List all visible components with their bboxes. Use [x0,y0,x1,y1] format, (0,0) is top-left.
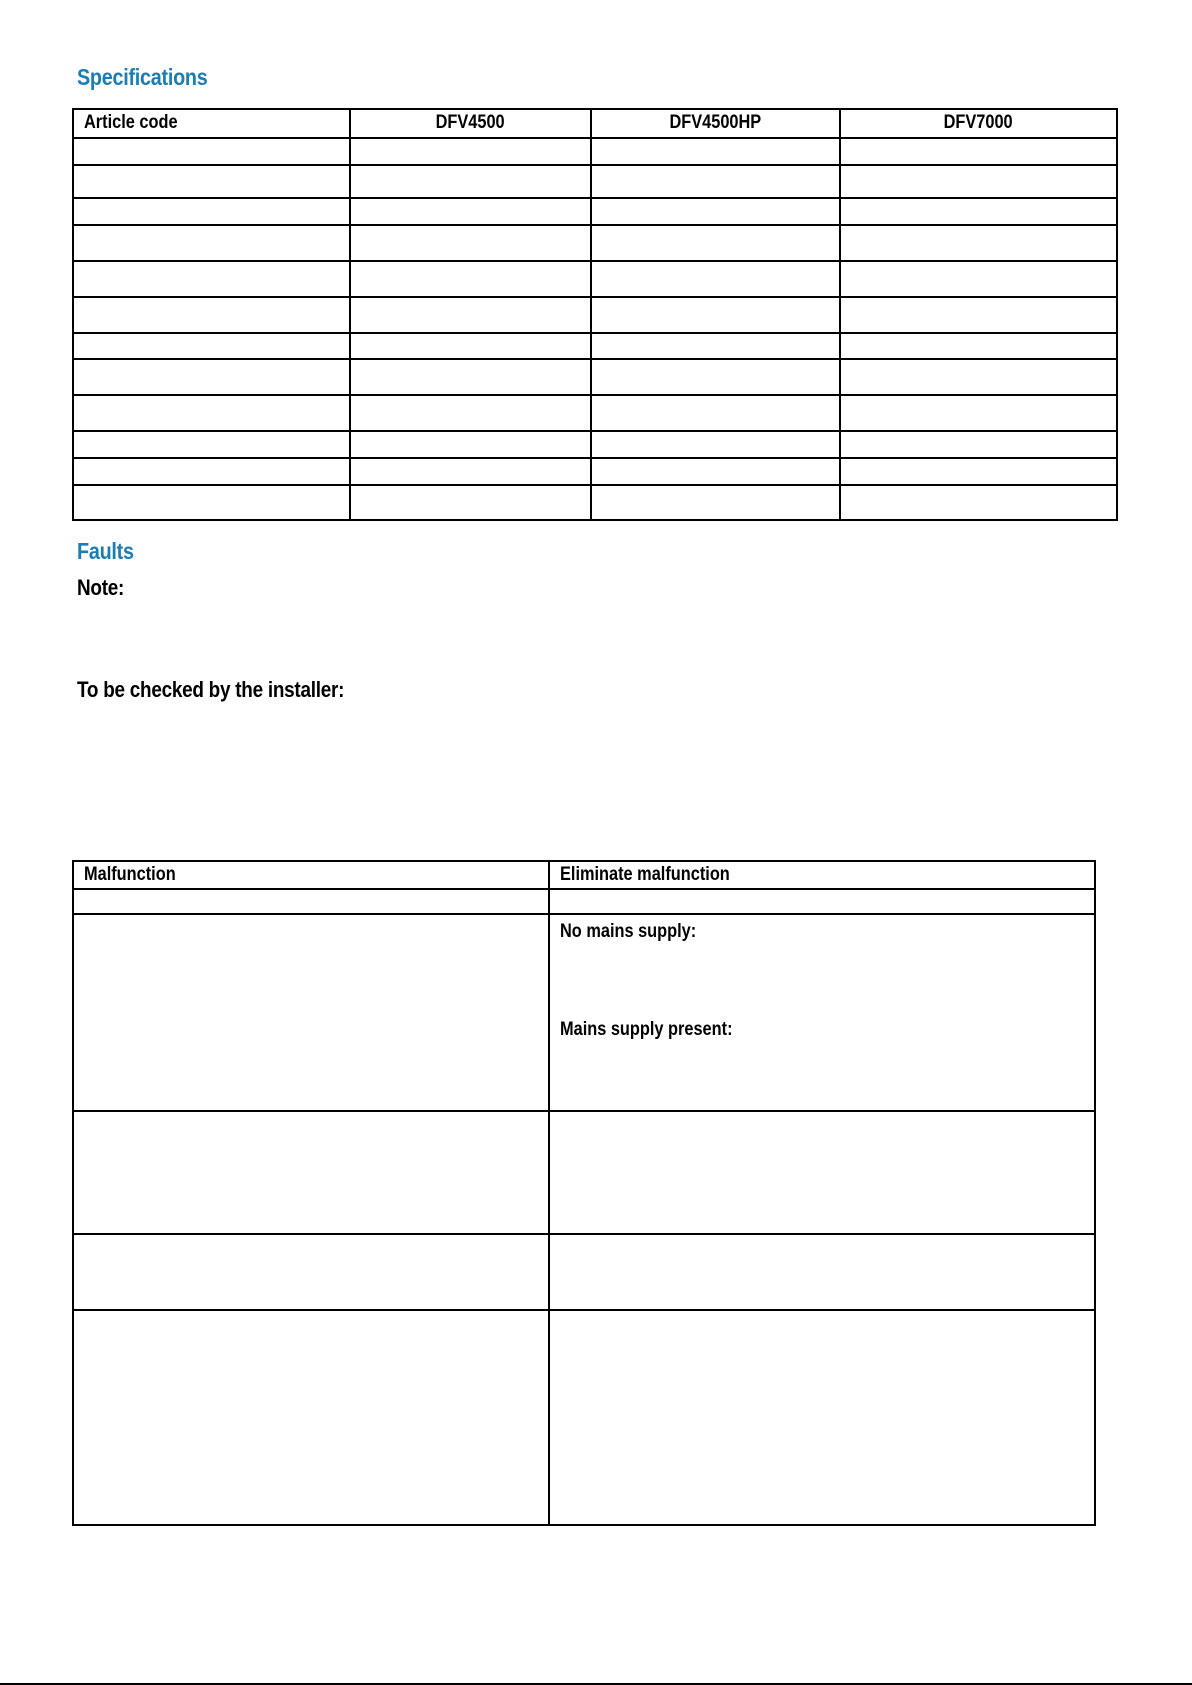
table-cell [73,1234,549,1310]
table-cell [840,138,1117,165]
table-row [73,889,1095,914]
table-cell [350,261,591,297]
table-cell [840,458,1117,485]
table-cell [350,138,591,165]
table-row [73,1111,1095,1234]
table-row [73,485,1117,520]
table-cell [549,1111,1095,1234]
table-cell [840,485,1117,520]
table-row [73,395,1117,431]
table-cell [73,458,350,485]
table-cell [73,359,350,395]
table-cell [350,165,591,198]
table-cell [73,1111,549,1234]
table-cell [73,297,350,333]
faults-heading: Faults [77,538,134,564]
table-cell [840,198,1117,225]
table-cell [73,431,350,458]
table-cell [350,359,591,395]
table-cell [73,261,350,297]
table-cell [350,458,591,485]
table-row [73,458,1117,485]
table-cell [73,138,350,165]
table-cell [591,333,840,359]
table-cell [840,333,1117,359]
table-cell [350,198,591,225]
table-cell [591,165,840,198]
table-cell [350,333,591,359]
spec-col-dfv4500: DFV4500 [350,109,591,138]
spec-col-article-code: Article code [73,109,350,138]
table-cell [73,1310,549,1525]
table-cell [350,297,591,333]
faults-table [72,860,1096,1526]
specifications-heading: Specifications [77,64,208,90]
table-row [73,165,1117,198]
table-cell [591,261,840,297]
table-cell [350,395,591,431]
table-cell [591,225,840,261]
table-cell [73,333,350,359]
table-cell [840,165,1117,198]
no-mains-supply-label: No mains supply: [560,921,697,942]
table-cell [549,914,1095,1111]
table-cell [73,395,350,431]
table-cell [350,485,591,520]
table-cell [350,431,591,458]
table-cell [73,889,549,914]
table-row [73,138,1117,165]
table-cell [73,914,549,1111]
table-row [73,198,1117,225]
table-row [73,914,1095,1111]
table-cell [73,485,350,520]
table-cell [591,198,840,225]
installer-check-label: To be checked by the installer: [77,677,345,702]
faults-col-malfunction: Malfunction [73,861,549,889]
table-cell [549,1310,1095,1525]
table-row [73,1310,1095,1525]
table-row [73,261,1117,297]
table-cell [350,225,591,261]
table-cell [840,261,1117,297]
spec-col-dfv7000: DFV7000 [840,109,1117,138]
table-row [73,225,1117,261]
table-cell [591,431,840,458]
table-cell [840,297,1117,333]
note-label: Note: [77,575,125,600]
table-cell [840,359,1117,395]
table-cell [840,225,1117,261]
faults-col-eliminate-malfunction: Eliminate malfunction [549,861,1095,889]
table-row [73,431,1117,458]
table-cell [591,395,840,431]
specifications-table [72,108,1118,521]
table-cell [73,198,350,225]
table-cell [591,297,840,333]
table-cell [549,1234,1095,1310]
mains-supply-present-label: Mains supply present: [560,1019,733,1040]
spec-header-row [73,109,1117,138]
table-cell [591,485,840,520]
table-cell [73,225,350,261]
table-row [73,297,1117,333]
table-cell [591,359,840,395]
spec-col-dfv4500hp: DFV4500HP [591,109,840,138]
table-cell [840,395,1117,431]
table-cell [591,138,840,165]
table-cell [840,431,1117,458]
table-cell [591,458,840,485]
table-cell [549,889,1095,914]
table-row [73,333,1117,359]
table-row [73,1234,1095,1310]
faults-header-row [73,861,1095,889]
table-row [73,359,1117,395]
table-cell [73,165,350,198]
